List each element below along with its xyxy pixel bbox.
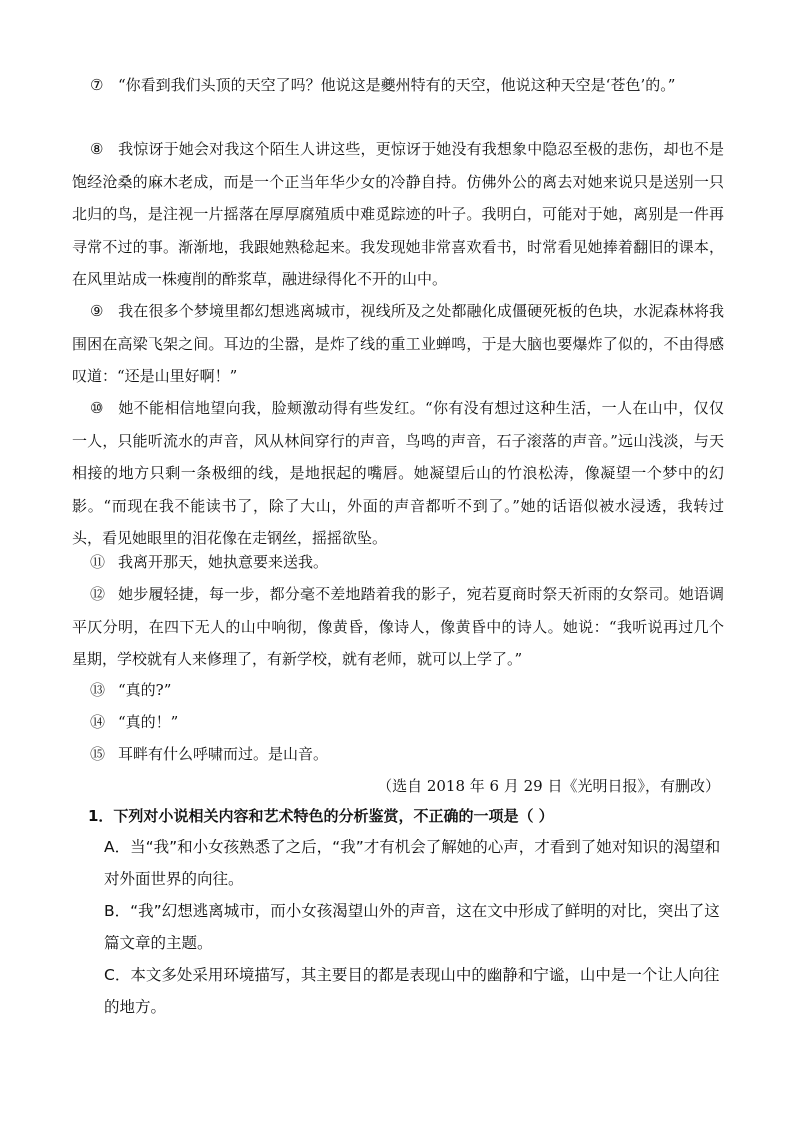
paragraph-number: ⑭	[90, 713, 106, 731]
paragraph-7	[72, 69, 724, 102]
paragraph-10	[72, 392, 724, 555]
paragraph-number: ⑪	[90, 553, 106, 571]
paragraph-9	[72, 295, 724, 393]
paragraph-text: 她步履轻捷，每一步，都分毫不差地踏着我的影子，宛若夏商时祭天祈雨的女祭司。她语调平仄分明，在四下无人的山中响彻，像黄昏，像诗人，像黄昏中的诗人。她说：“我听说再过几个星期，学校就有人来修理了，有新学校，就有老师，就可以上学了。”	[72, 585, 724, 668]
paragraph-number: ⑧	[90, 140, 104, 158]
paragraph-text: 我惊讶于她会对我这个陌生人讲这些，更惊讶于她没有我想象中隐忍至极的悲伤，却也不是饱经沧桑的麻木老成，而是一个正当年华少女的冷静自持。仿佛外公的离去对她来说只是送别一只北归的鸟，是注视一片摇落在厚厚腐殖质中难觅踪迹的叶子。我明白，可能对于她，离别是一件再寻常不过的事。渐渐地，我跟她熟稔起来。我发现她非常喜欢看书，时常看见她捧着翻旧的课本，在风里站成一株瘦削的酢浆草，融进绿得化不开的山中。	[72, 140, 724, 288]
paragraph-text: “真的?”	[118, 681, 172, 699]
paragraph-text: “你看到我们头顶的天空了吗？他说这是夔州特有的天空，他说这种天空是‘苍色’的。”	[118, 76, 676, 94]
paragraph-number: ⑫	[90, 585, 106, 603]
paragraph-number: ⑮	[90, 745, 106, 763]
paragraph-11	[72, 546, 724, 579]
paragraph-text: 她不能相信地望向我，脸颊激动得有些发红。“你有没有想过这种生活，一人在山中，仅仅一人，只能听流水的声音，风从林间穿行的声音，鸟鸣的声音，石子滚落的声音。”远山浅淡，与天相接的地方只剩一条极细的线，是地抿起的嘴唇。她凝望后山的竹浪松涛，像凝望一个梦中的幻影。“而现在我不能读书了，除了大山，外面的声音都听不到了。”她的话语似被水浸透，我转过头，看见她眼里的泪花像在走钢丝，摇摇欲坠。	[72, 399, 724, 547]
paragraph-number: ⑩	[90, 399, 104, 417]
question-stem: 1．下列对小说相关内容和艺术特色的分析鉴赏，不正确的一项是（ ）	[88, 807, 554, 825]
paragraph-number: ⑨	[90, 302, 104, 320]
paragraph-15	[72, 738, 724, 771]
paragraph-12	[72, 578, 724, 676]
option-b[interactable]: B．“我”幻想逃离城市，而小女孩渴望山外的声音，这在文中形成了鲜明的对比，突出了这篇文章的主题。	[104, 902, 720, 952]
source-citation: （选自 2018 年 6 月 29 日《光明日报》，有删改）	[377, 777, 720, 795]
paragraph-text: 我离开那天，她执意要来送我。	[118, 553, 329, 571]
paragraph-13	[72, 674, 724, 707]
paragraph-14	[72, 706, 724, 739]
paragraph-text: 耳畔有什么呼啸而过。是山音。	[118, 745, 329, 763]
paragraph-number: ⑬	[90, 681, 106, 699]
paragraph-text: 我在很多个梦境里都幻想逃离城市，视线所及之处都融化成僵硬死板的色块，水泥森林将我围困在高梁飞架之间。耳边的尘嚣，是炸了线的重工业蝉鸣，于是大脑也要爆炸了似的，不由得感叹道：“还是山里好啊！”	[72, 302, 724, 385]
option-a[interactable]: A．当“我”和小女孩熟悉了之后，“我”才有机会了解她的心声，才看到了她对知识的渴望和对外面世界的向往。	[104, 838, 721, 888]
paragraph-number: ⑦	[90, 76, 104, 94]
paragraph-text: “真的！”	[118, 713, 179, 731]
paragraph-8	[72, 133, 724, 296]
option-c[interactable]: C．本文多处采用环境描写，其主要目的都是表现山中的幽静和宁谧，山中是一个让人向往的地方。	[104, 966, 720, 1016]
